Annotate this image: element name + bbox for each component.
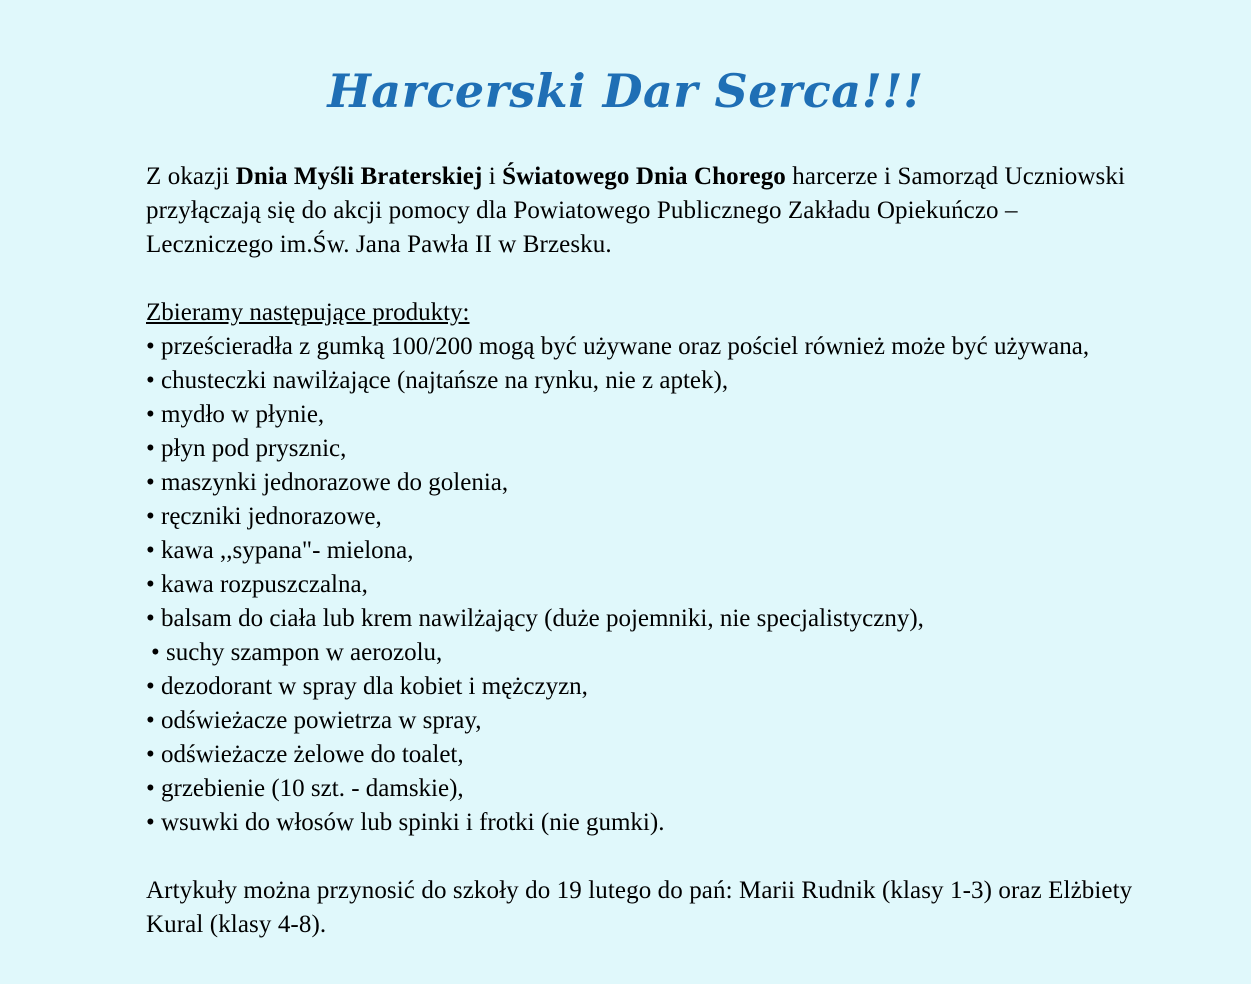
list-item: • kawa rozpuszczalna,: [146, 571, 368, 598]
list-item: • kawa ,,sypana"- mielona,: [146, 537, 414, 564]
list-item: • maszynki jednorazowe do golenia,: [146, 469, 509, 496]
intro-suffix: harcerze i Samorząd Uczniowski przyłączają się do akcji pomocy dla Powiatowego Publicznego Zakładu Opiekuńczo – Leczniczego im.Św. Jana Pawła II w Brzesku.: [146, 163, 1125, 258]
list-item: • ręczniki jednorazowe,: [146, 503, 382, 530]
document-body: [146, 160, 1146, 942]
intro-prefix: Z okazji: [146, 163, 236, 190]
list-item: • wsuwki do włosów lub spinki i frotki (nie gumki).: [146, 809, 665, 836]
list-item: • mydło w płynie,: [146, 401, 325, 428]
list-item: • odświeżacze żelowe do toalet,: [146, 741, 464, 768]
page-title: Harcerski Dar Serca!!!: [327, 64, 924, 118]
list-item: • grzebienie (10 szt. - damskie),: [146, 775, 464, 802]
closing-paragraph: Artykuły można przynosić do szkoły do 19 lutego do pań: Marii Rudnik (klasy 1-3) oraz Elżbiety Kural (klasy 4-8).: [146, 877, 1133, 938]
product-list: [146, 330, 1146, 840]
list-item: • balsam do ciała lub krem nawilżający (duże pojemniki, nie specjalistyczny),: [146, 605, 924, 632]
paragraph-spacer-1: [146, 262, 1146, 296]
list-item: • suchy szampon w aerozolu,: [151, 639, 443, 666]
intro-conjunction: i: [482, 163, 503, 190]
intro-paragraph: [146, 160, 1146, 262]
list-item: • prześcieradła z gumką 100/200 mogą być używane oraz pościel również może być używana,: [146, 333, 1090, 360]
list-item: • płyn pod prysznic,: [146, 435, 347, 462]
list-item: • dezodorant w spray dla kobiet i mężczyzn,: [146, 673, 588, 700]
list-item: • odświeżacze powietrza w spray,: [146, 707, 482, 734]
intro-bold-dnia-mysli: Dnia Myśli Braterskiej: [235, 163, 483, 190]
intro-bold-swiatowego-dnia: Światowego Dnia Chorego: [502, 163, 786, 190]
paragraph-spacer-2: [146, 840, 1146, 874]
list-item: • chusteczki nawilżające (najtańsze na rynku, nie z aptek),: [146, 367, 729, 394]
section-heading-products: Zbieramy następujące produkty:: [146, 299, 470, 326]
